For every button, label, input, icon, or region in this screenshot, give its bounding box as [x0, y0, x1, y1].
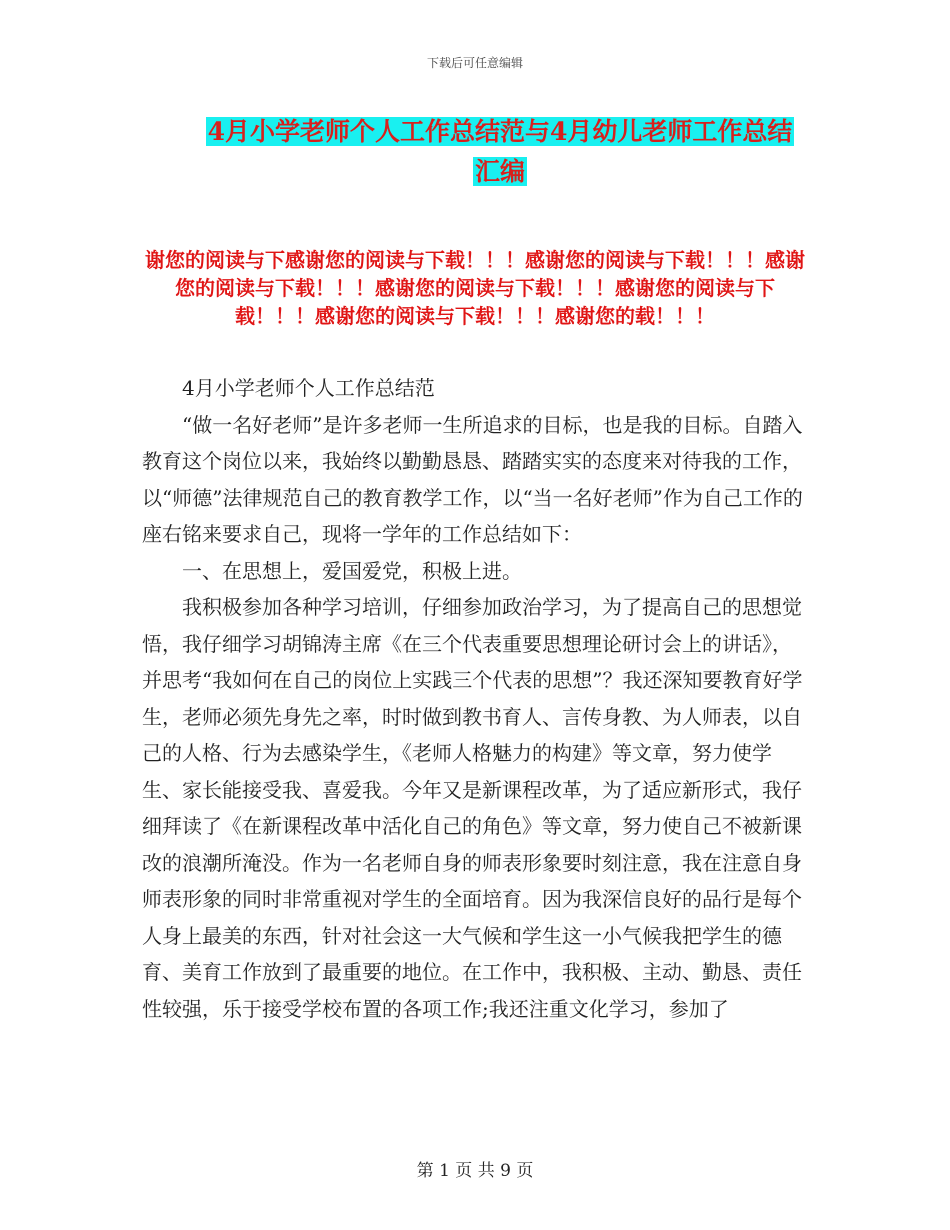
paragraph: “做一名好老师”是许多老师一生所追求的目标，也是我的目标。自踏入教育这个岗位以来，我始终以勤勤恳恳、踏踏实实的态度来对待我的工作，以“师德”法律规范自己的教育教学工作，以“当一名好老师”作为自己工作的座右铭来要求自己，现将一学年的工作总结如下：	[142, 412, 803, 546]
document-title	[180, 112, 820, 192]
section-title: 一、在思想上，爱国爱党，积极上进。	[182, 558, 522, 583]
download-notice: 谢您的阅读与下感谢您的阅读与下载！！！感谢您的阅读与下载！！！感谢您的阅读与下载！！！感谢您的阅读与下载！！！感谢您的阅读与下载！！！感谢您的阅读与下载！！！感谢您的载！！！	[145, 248, 805, 328]
paragraph: 我积极参加各种学习培训，仔细参加政治学习，为了提高自己的思想觉悟，我仔细学习胡锦涛主席《在三个代表重要思想理论研讨会上的讲话》，并思考“我如何在自己的岗位上实践三个代表的思想”？我还深知要教育好学生，老师必须先身先之率，时时做到教书育人、言传身教、为人师表，以自己的人格、行为去感染学生，《老师人格魅力的构建》等文章，努力使学生、家长能接受我、喜爱我。今年又是新课程改革，为了适应新形式，我仔细拜读了《在新课程改革中活化自己的角色》等文章，努力使自己不被新课改的浪潮所淹没。作为一名老师自身的师表形象要时刻注意，我在注意自身师表形象的同时非常重视对学生的全面培育。因为我深信良好的品行是每个人身上最美的东西，针对社会这一大气候和学生这一小气候我把学生的德育、美育工作放到了最重要的地位。在工作中，我积极、主动、勤恳、责任性较强，乐于接受学校布置的各项工作;我还注重文化学习，参加了	[142, 595, 803, 1021]
section-heading: 4月小学老师个人工作总结范	[182, 376, 435, 400]
document-body	[142, 370, 810, 1027]
page-header: 下载后可任意编辑	[426, 56, 523, 70]
title-line-2: 汇编	[474, 157, 525, 186]
page-footer: 第 1 页 共 9 页	[416, 1161, 534, 1181]
title-line-1: 4月小学老师个人工作总结范与4月幼儿老师工作总结	[207, 117, 793, 146]
